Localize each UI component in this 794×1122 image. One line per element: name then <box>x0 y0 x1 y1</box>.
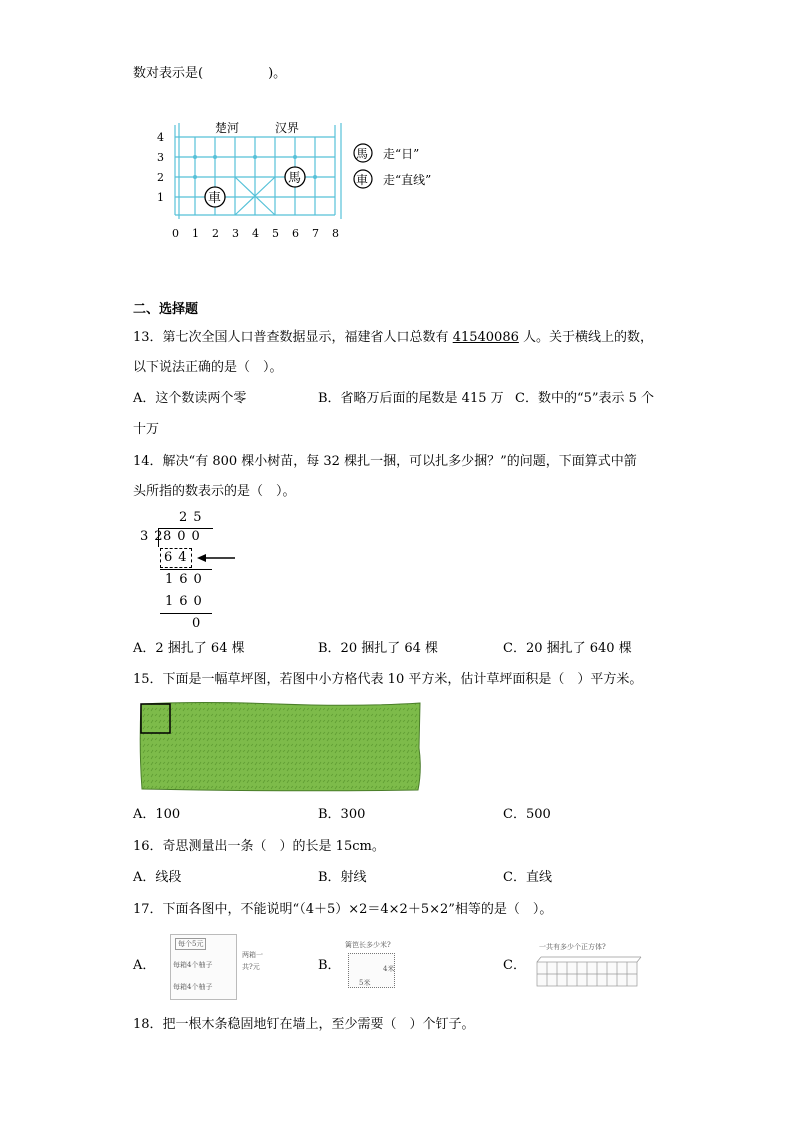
y-tick-3: 3 <box>157 151 164 164</box>
horse-piece-label: 馬 <box>288 171 302 186</box>
q14-option-c[interactable]: C．20 捆扎了 640 棵 <box>503 641 632 656</box>
x-tick-0: 0 <box>172 227 179 240</box>
river-right-label: 汉界 <box>275 121 300 135</box>
q15-option-c[interactable]: C．500 <box>503 807 551 822</box>
q13-option-c-continued: 十万 <box>133 422 160 437</box>
division-quotient: 25 <box>179 510 208 525</box>
long-division <box>135 510 265 635</box>
y-tick-2: 2 <box>157 171 164 184</box>
q17-option-a[interactable]: A． <box>133 958 156 973</box>
section-title: 二、选择题 <box>133 302 199 317</box>
y-tick-1: 1 <box>157 191 164 204</box>
lawn-figure <box>138 700 423 793</box>
q15-option-a[interactable]: A．100 <box>133 807 181 822</box>
legend-horse-glyph: 馬 <box>356 147 369 161</box>
thumb-a-side1: 两箱一 <box>242 951 263 959</box>
q13-option-c[interactable]: C．数中的“5”表示 5 个 <box>515 391 655 406</box>
arrow-icon <box>197 553 237 563</box>
q14-option-a[interactable]: A．2 捆扎了 64 棵 <box>133 641 245 656</box>
thumb-a-bot: 每箱4个柚子 <box>173 983 213 991</box>
x-tick-7: 7 <box>312 227 319 240</box>
division-dividend: 800 <box>163 529 206 544</box>
q13-line1 <box>133 330 653 346</box>
q16-option-a[interactable]: A．线段 <box>133 870 182 885</box>
x-tick-2: 2 <box>212 227 219 240</box>
q13-underlined-number: 41540086 <box>452 330 519 345</box>
division-rem2: 0 <box>192 616 207 631</box>
q17-option-c[interactable]: C． <box>503 958 526 973</box>
thumb-c-title: 一共有多少个正方体? <box>539 943 606 951</box>
thumb-b-title: 篱笆长多少米? <box>345 941 391 949</box>
thumb-a-side2: 共?元 <box>242 963 260 971</box>
x-tick-5: 5 <box>272 227 279 240</box>
cubes-row <box>535 954 643 988</box>
legend-chariot-glyph: 車 <box>356 173 369 187</box>
q13-text-b: 人。关于横线上的数， <box>523 330 654 345</box>
q13-option-a[interactable]: A．这个数读两个零 <box>133 391 247 406</box>
y-tick-4: 4 <box>157 131 164 144</box>
legend-chariot-text: 走“直线” <box>383 173 432 187</box>
division-line1 <box>160 569 212 570</box>
thumb-a-mid: 每箱4个柚子 <box>173 961 213 969</box>
q13-text-a: 13．第七次全国人口普查数据显示，福建省人口总数有 <box>133 330 449 345</box>
q17-figure-a <box>165 932 280 1002</box>
x-tick-1: 1 <box>192 227 199 240</box>
chess-board-figure <box>145 115 465 245</box>
q13-line2: 以下说法正确的是（ ）。 <box>133 360 283 375</box>
q15-option-b[interactable]: B．300 <box>318 807 366 822</box>
division-rem1: 160 <box>165 572 208 587</box>
division-sub1: 64 <box>164 550 193 565</box>
x-tick-3: 3 <box>232 227 239 240</box>
river-left-label: 楚河 <box>215 121 240 135</box>
division-divisor: 32 <box>140 529 169 544</box>
q14-line2: 头所指的数表示的是（ ）。 <box>133 484 296 499</box>
legend-horse-text: 走“日” <box>383 147 420 161</box>
top-line: 数对表示是( )。 <box>133 66 287 81</box>
division-sub2: 160 <box>165 594 208 609</box>
q15-line1: 15．下面是一幅草坪图，若图中小方格代表 10 平方米，估计草坪面积是（ ）平方米。 <box>133 672 643 687</box>
board-grid <box>175 123 341 219</box>
q16-line1: 16．奇思测量出一条（ ）的长是 15cm。 <box>133 839 385 854</box>
q16-option-b[interactable]: B．射线 <box>318 870 367 885</box>
x-tick-4: 4 <box>252 227 259 240</box>
q14-option-b[interactable]: B．20 捆扎了 64 棵 <box>318 641 439 656</box>
q16-option-c[interactable]: C．直线 <box>503 870 552 885</box>
thumb-b-bottom: 5米 <box>359 979 371 987</box>
x-tick-8: 8 <box>332 227 339 240</box>
x-tick-6: 6 <box>292 227 299 240</box>
q17-figure-c <box>535 942 645 992</box>
thumb-a-top: 每个5元 <box>175 938 206 950</box>
q17-figure-b <box>343 940 403 995</box>
division-line2 <box>160 613 212 614</box>
q17-line1: 17．下面各图中，不能说明“（4＋5）×2＝4×2＋5×2”相等的是（ ）。 <box>133 902 553 917</box>
q18-line1: 18．把一根木条稳固地钉在墙上，至少需要（ ）个钉子。 <box>133 1017 475 1032</box>
q13-option-b[interactable]: B．省略万后面的尾数是 415 万 <box>318 391 504 406</box>
q14-line1: 14．解决“有 800 棵小树苗，每 32 棵扎一捆，可以扎多少捆？”的问题，下面算式中箭 <box>133 454 637 469</box>
thumb-b-right: 4米 <box>383 965 395 973</box>
q17-option-b[interactable]: B． <box>318 958 341 973</box>
chariot-piece-label: 車 <box>208 191 222 206</box>
